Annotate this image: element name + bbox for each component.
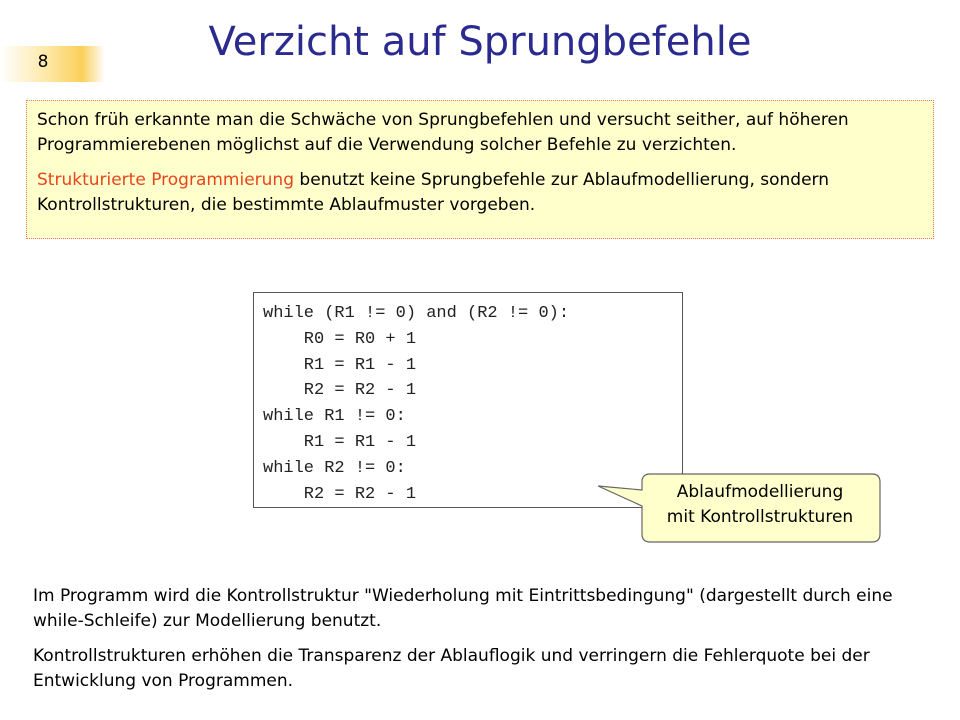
code-line: R1 = R1 - 1	[263, 432, 417, 452]
callout-line-2: mit Kontrollstrukturen	[666, 507, 854, 527]
explanation-paragraph-1: Im Programm wird die Kontrollstruktur "Wiederholung mit Eintrittsbedingung" (dargestellt durch eine while-Schleife) zur Modellierung benutzt.	[33, 586, 893, 631]
explanation-paragraph-2: Kontrollstrukturen erhöhen die Transparenz der Ablauflogik und verringern die Fehlerquote bei der Entwicklung von Programmen.	[33, 646, 870, 691]
code-line: R0 = R0 + 1	[263, 329, 417, 349]
explanation-text	[33, 584, 913, 704]
structured-programming-term: Strukturierte Programmierung	[37, 170, 294, 190]
intro-box	[26, 100, 934, 239]
code-line: while (R1 != 0) and (R2 != 0):	[263, 304, 570, 323]
slide-title: Verzicht auf Sprungbefehle	[208, 19, 752, 65]
intro-paragraph-2-rest: benutzt keine Sprungbefehle zur Ablaufmodellierung, sondern Kontrollstrukturen, die bestimmte Ablaufmuster vorgeben.	[37, 170, 830, 215]
code-line: while R1 != 0:	[263, 407, 406, 427]
code-line: R1 = R1 - 1	[263, 355, 417, 375]
code-line: R2 = R2 - 1	[263, 381, 417, 401]
intro-paragraph-1: Schon früh erkannte man die Schwäche von Sprungbefehlen und versucht seither, auf höheren Programmierebenen möglichst auf die Verwendung solcher Befehle zu verzichten.	[37, 110, 849, 155]
callout-line-1: Ablaufmodellierung	[676, 482, 844, 502]
callout-text	[642, 480, 878, 530]
intro-paragraph-2	[37, 168, 919, 218]
code-line: R2 = R2 - 1	[263, 484, 417, 504]
page-number: 8	[37, 52, 49, 72]
code-line: while R2 != 0:	[263, 458, 406, 478]
